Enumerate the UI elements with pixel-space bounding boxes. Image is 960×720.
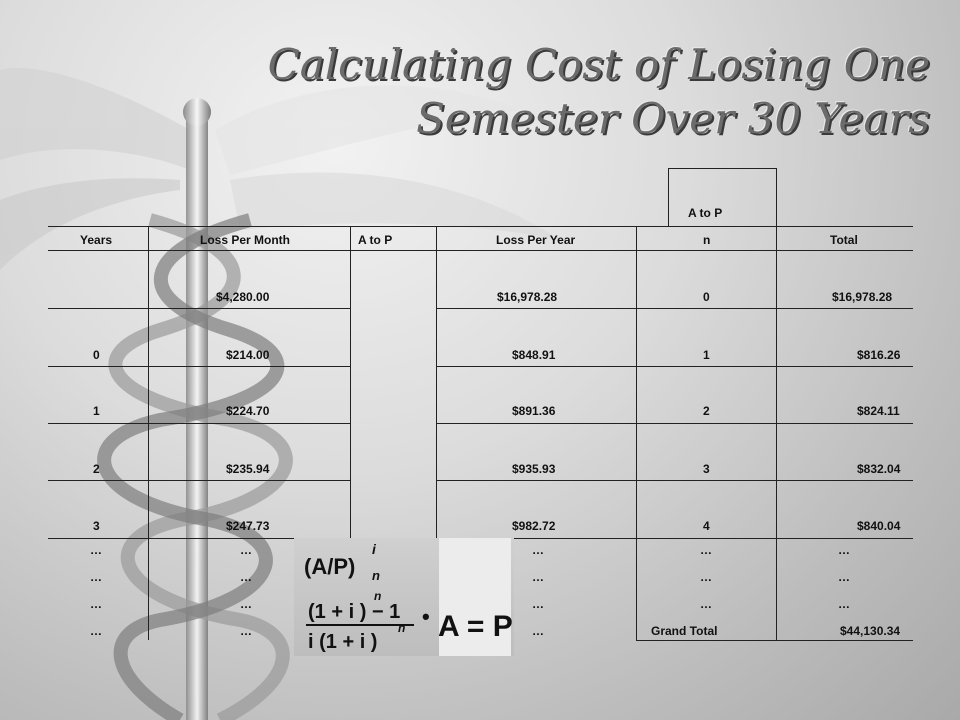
loss-per-month-cell: $4,280.00 — [216, 290, 270, 304]
grand-total-value: $44,130.34 — [840, 624, 901, 638]
ellipsis-cell: … — [240, 624, 252, 638]
formula-image — [294, 538, 514, 656]
loss-per-year-cell: $16,978.28 — [497, 290, 558, 304]
formula-ap: (A/P) — [304, 554, 356, 579]
n-cell: 1 — [703, 348, 710, 362]
header-total: Total — [830, 233, 858, 247]
formula-denominator: i (1 + i ) — [308, 631, 378, 653]
ellipsis-cell: … — [838, 543, 850, 557]
header-loss-per-year: Loss Per Year — [496, 233, 576, 247]
ellipsis-cell: … — [700, 570, 712, 584]
ellipsis-cell: … — [240, 570, 252, 584]
loss-per-month-cell: $224.70 — [226, 404, 270, 418]
years-cell: 1 — [93, 404, 100, 418]
ellipsis-cell: … — [532, 597, 544, 611]
ellipsis-cell: … — [240, 543, 252, 557]
ellipsis-cell: … — [838, 597, 850, 611]
formula-numerator-exponent: n — [374, 589, 382, 603]
ellipsis-cell: … — [90, 570, 102, 584]
formula-dot: • — [422, 604, 430, 629]
n-cell: 4 — [703, 519, 710, 533]
formula-numerator: (1 + i ) − 1 — [308, 601, 401, 623]
loss-per-year-cell: $935.93 — [512, 462, 556, 476]
ellipsis-cell: … — [838, 570, 850, 584]
loss-per-year-cell: $891.36 — [512, 404, 556, 418]
header-a-to-p: A to P — [358, 233, 393, 247]
ellipsis-cell: … — [532, 570, 544, 584]
total-cell: $16,978.28 — [832, 290, 893, 304]
years-cell: 2 — [93, 462, 100, 476]
formula-a-equals-p: A = P — [438, 610, 513, 643]
formula-superscript-i: i — [372, 541, 376, 557]
header-years: Years — [80, 233, 113, 247]
n-cell: 3 — [703, 462, 710, 476]
ellipsis-cell: … — [90, 624, 102, 638]
formula-subscript-n: n — [372, 568, 380, 583]
n-cell: 0 — [703, 290, 710, 304]
years-cell: 0 — [93, 348, 100, 362]
title-line-2: Semester Over 30 Years — [416, 94, 930, 143]
loss-per-year-cell: $848.91 — [512, 348, 556, 362]
n-cell: 2 — [703, 404, 710, 418]
total-cell: $840.04 — [857, 519, 901, 533]
total-cell: $824.11 — [857, 404, 900, 418]
years-cell: 3 — [93, 519, 100, 533]
ellipsis-cell: … — [90, 597, 102, 611]
total-cell: $816.26 — [857, 348, 901, 362]
page-title — [150, 38, 930, 146]
formula-svg — [294, 538, 514, 656]
header-n: n — [703, 233, 711, 247]
loss-per-month-cell: $235.94 — [226, 462, 270, 476]
loss-per-year-cell: $982.72 — [512, 519, 556, 533]
ellipsis-cell: … — [532, 543, 544, 557]
ellipsis-cell: … — [700, 597, 712, 611]
ellipsis-cell: … — [240, 597, 252, 611]
ellipsis-cell: … — [700, 543, 712, 557]
formula-denominator-exponent: n — [398, 621, 406, 635]
ellipsis-cell: … — [532, 624, 544, 638]
title-line-1: Calculating Cost of Losing One — [267, 40, 930, 89]
ellipsis-cell: … — [90, 543, 102, 557]
top-header-a-to-p: A to P — [688, 206, 723, 220]
total-cell: $832.04 — [857, 462, 901, 476]
header-loss-per-month: Loss Per Month — [200, 233, 291, 247]
grand-total-label: Grand Total — [651, 624, 718, 638]
loss-per-month-cell: $247.73 — [226, 519, 270, 533]
loss-per-month-cell: $214.00 — [226, 348, 270, 362]
